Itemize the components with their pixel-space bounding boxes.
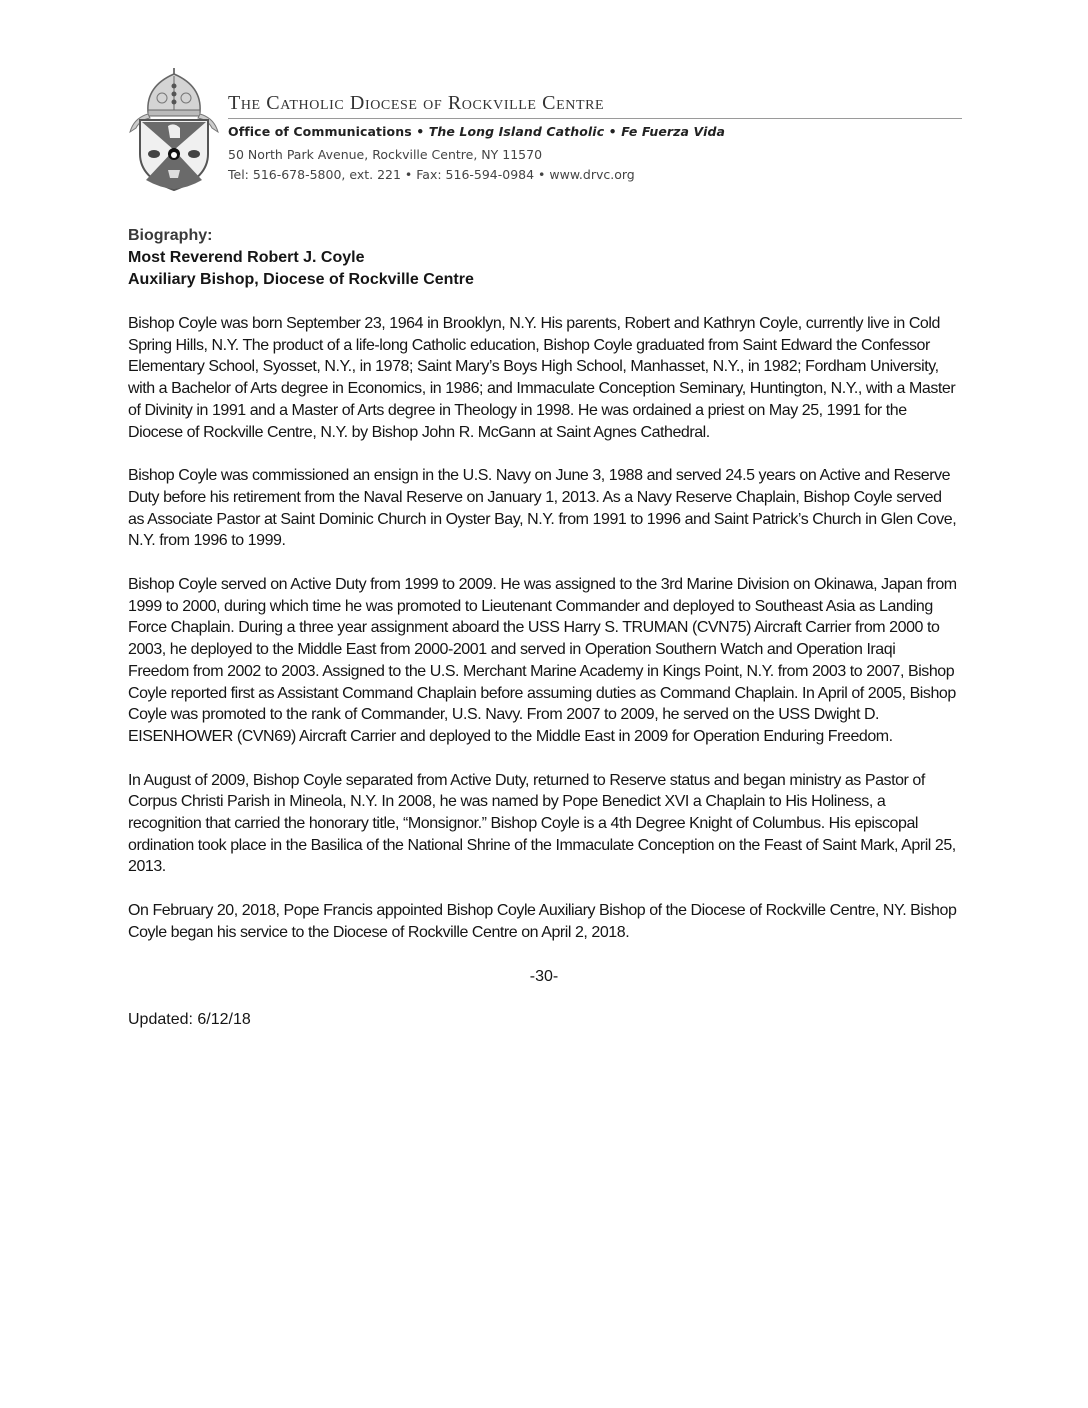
biography-label: Biography: <box>128 227 213 244</box>
separator: • <box>416 124 425 139</box>
bio-paragraph-navy-commission: Bishop Coyle was commissioned an ensign in the U.S. Navy on June 3, 1988 and served 24.5 years on Active and Reserve Duty before his retirement from the Naval Reserve on January 1, 2013. As a Navy Reserve Chaplain, Bishop Coyle served as Associate Pastor at Saint Dominic Church in Oyster Bay, N.Y. from 1991 to 1996 and Saint Patrick’s Church in Glen Cove, N.Y. from 1996 to 1999. <box>128 467 957 550</box>
updated-date: Updated: 6/12/18 <box>128 1011 251 1029</box>
letterhead-address: 50 North Park Avenue, Rockville Centre, NY 11570 <box>228 147 543 162</box>
subject-title: Auxiliary Bishop, Diocese of Rockville Centre <box>128 271 474 288</box>
diocesan-coat-of-arms-icon <box>126 66 222 192</box>
organization-name: The Catholic Diocese of Rockville Centre <box>228 92 605 114</box>
bio-paragraph-appointment: On February 20, 2018, Pope Francis appointed Bishop Coyle Auxiliary Bishop of the Diocese of Rockville Centre, NY. Bishop Coyle began his service to the Diocese of Rockville Centre on April 2, 2018. <box>128 902 957 941</box>
bio-paragraph-ministry: In August of 2009, Bishop Coyle separated from Active Duty, returned to Reserve status and began ministry as Pastor of Corpus Christi Parish in Mineola, N.Y. In 2008, he was named by Pope Benedict XVI a Chaplain to His Holiness, a recognition that carried the honorary title, “Monsignor.” Bishop Coyle is a 4th Degree Knight of Columbus. His episcopal ordination took place in the Basilica of the National Shrine of the Immaculate Conception on the Feast of Saint Mark, April 25, 2013. <box>128 771 956 876</box>
document-body <box>128 225 960 1031</box>
office-name: Office of Communications <box>228 124 412 139</box>
letterhead-contact: Tel: 516-678-5800, ext. 221 • Fax: 516-594-0984 • www.drvc.org <box>228 167 635 182</box>
bio-heading <box>128 225 960 291</box>
separator: • <box>608 124 617 139</box>
letterhead <box>126 66 962 196</box>
office-line <box>228 124 725 139</box>
publication-long-island-catholic: The Long Island Catholic <box>428 124 605 139</box>
letterhead-divider <box>228 118 962 119</box>
end-mark: -30- <box>529 967 559 985</box>
publication-fe-fuerza-vida: Fe Fuerza Vida <box>621 124 726 139</box>
bio-paragraph-early-life: Bishop Coyle was born September 23, 1964 in Brooklyn, N.Y. His parents, Robert and Kathryn Coyle, currently live in Cold Spring Hills, N.Y. The product of a life-long Catholic education, Bishop Coyle graduated from Saint Edward the Confessor Elementary School, Syosset, N.Y., in 1978; Saint Mary’s Boys High School, Manhasset, N.Y., in 1982; Fordham University, with a Bachelor of Arts degree in Economics, in 1986; and Immaculate Conception Seminary, Huntington, N.Y., with a Master of Divinity in 1991 and a Master of Arts degree in Theology in 1998. He was ordained a priest on May 25, 1991 for the Diocese of Rockville Centre, N.Y. by Bishop John R. McGann at Saint Agnes Cathedral. <box>128 315 956 441</box>
subject-name: Most Reverend Robert J. Coyle <box>128 249 365 266</box>
bio-paragraph-active-duty: Bishop Coyle served on Active Duty from 1999 to 2009. He was assigned to the 3rd Marine Division on Okinawa, Japan from 1999 to 2000, during which time he was promoted to Lieutenant Commander and deployed to Southeast Asia as Landing Force Chaplain. During a three year assignment aboard the USS Harry S. TRUMAN (CVN75) Aircraft Carrier from 2000 to 2003, he deployed to the Middle East from 2000-2001 and served in Operation Southern Watch and Operation Iraqi Freedom from 2002 to 2003. Assigned to the U.S. Merchant Marine Academy in Kings Point, N.Y. from 2003 to 2007, Bishop Coyle reported first as Assistant Command Chaplain before assuming duties as Command Chaplain. In April of 2005, Bishop Coyle was promoted to the rank of Commander, U.S. Navy. From 2007 to 2009, he served on the USS Dwight D. EISENHOWER (CVN69) Aircraft Carrier and deployed to the Middle East in 2009 for Operation Enduring Freedom. <box>128 576 957 745</box>
